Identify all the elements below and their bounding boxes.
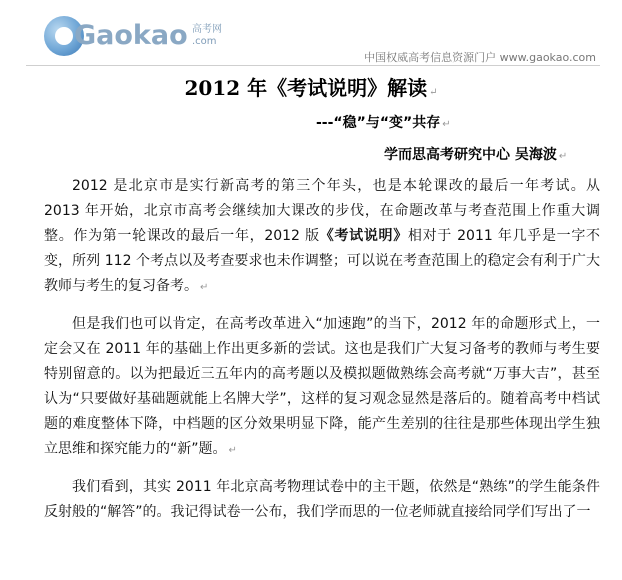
paragraph: 2012 是北京市是实行新高考的第三个年头，也是本轮课改的最后一年考试。从 2013 年开始，北京市高考会继续加大课改的步伐，在命题改革与考查范围上作重大调整。作为第一轮课改的最后一年，2012 版《考试说明》相对于 2011 年几乎是一字不变，所列 112 个考点以及考查要求也未作调整；可以说在考查范围上的稳定会有利于广大教师与考生的复习备考。 ↵ xyxy=(44,178,601,294)
article-title: 2012 年《考试说明》解读 ↵ xyxy=(184,76,438,100)
paragraph-mark-icon: ↵ xyxy=(442,119,451,130)
highlight-text: 《考试说明》 xyxy=(319,228,408,244)
header-divider xyxy=(26,65,600,66)
paragraph-mark-icon: ↵ xyxy=(200,282,209,293)
paragraph: 我们看到，其实 2011 年北京高考物理试卷中的主干题，依然是“熟练”的学生能条件反射般的“解答”的。我记得试卷一公布，我们学而思的一位老师就直接给同学们写出了一 xyxy=(44,479,600,520)
article-author: 学而思高考研究中心 吴海波 ↵ xyxy=(384,147,568,163)
logo-domain: .com xyxy=(192,36,217,47)
page-header xyxy=(0,0,622,70)
article-subtitle: ---“稳”与“变”共存 ↵ xyxy=(316,115,451,131)
article-body xyxy=(44,174,600,537)
paragraph-mark-icon: ↵ xyxy=(228,445,237,456)
header-tagline: 中国权威高考信息资源门户 www.gaokao.com xyxy=(364,51,596,64)
gaokao-logo[interactable] xyxy=(44,14,224,58)
paragraph-mark-icon: ↵ xyxy=(558,151,568,162)
paragraph: 但是我们也可以肯定，在高考改革进入“加速跑”的当下，2012 年的命题形式上，一定会又在 2011 年的基础上作出更多新的尝试。这也是我们广大复习备考的教师与考生要特别留意的。以为把最近三五年内的高考题以及模拟题做熟练会高考就“万事大吉”，甚至认为“只要做好基础题就能上名牌大学”，这样的复习观念显然是落后的。随着高考中档试题的难度整体下降，中档题的区分效果明显下降，能产生差别的往往是那些体现出学生独立思维和探究能力的“新”题。 ↵ xyxy=(44,316,600,457)
logo-wordmark: Gaokao xyxy=(74,20,188,51)
paragraph-mark-icon: ↵ xyxy=(429,87,438,98)
logo-chinese: 高考网 xyxy=(192,24,222,35)
